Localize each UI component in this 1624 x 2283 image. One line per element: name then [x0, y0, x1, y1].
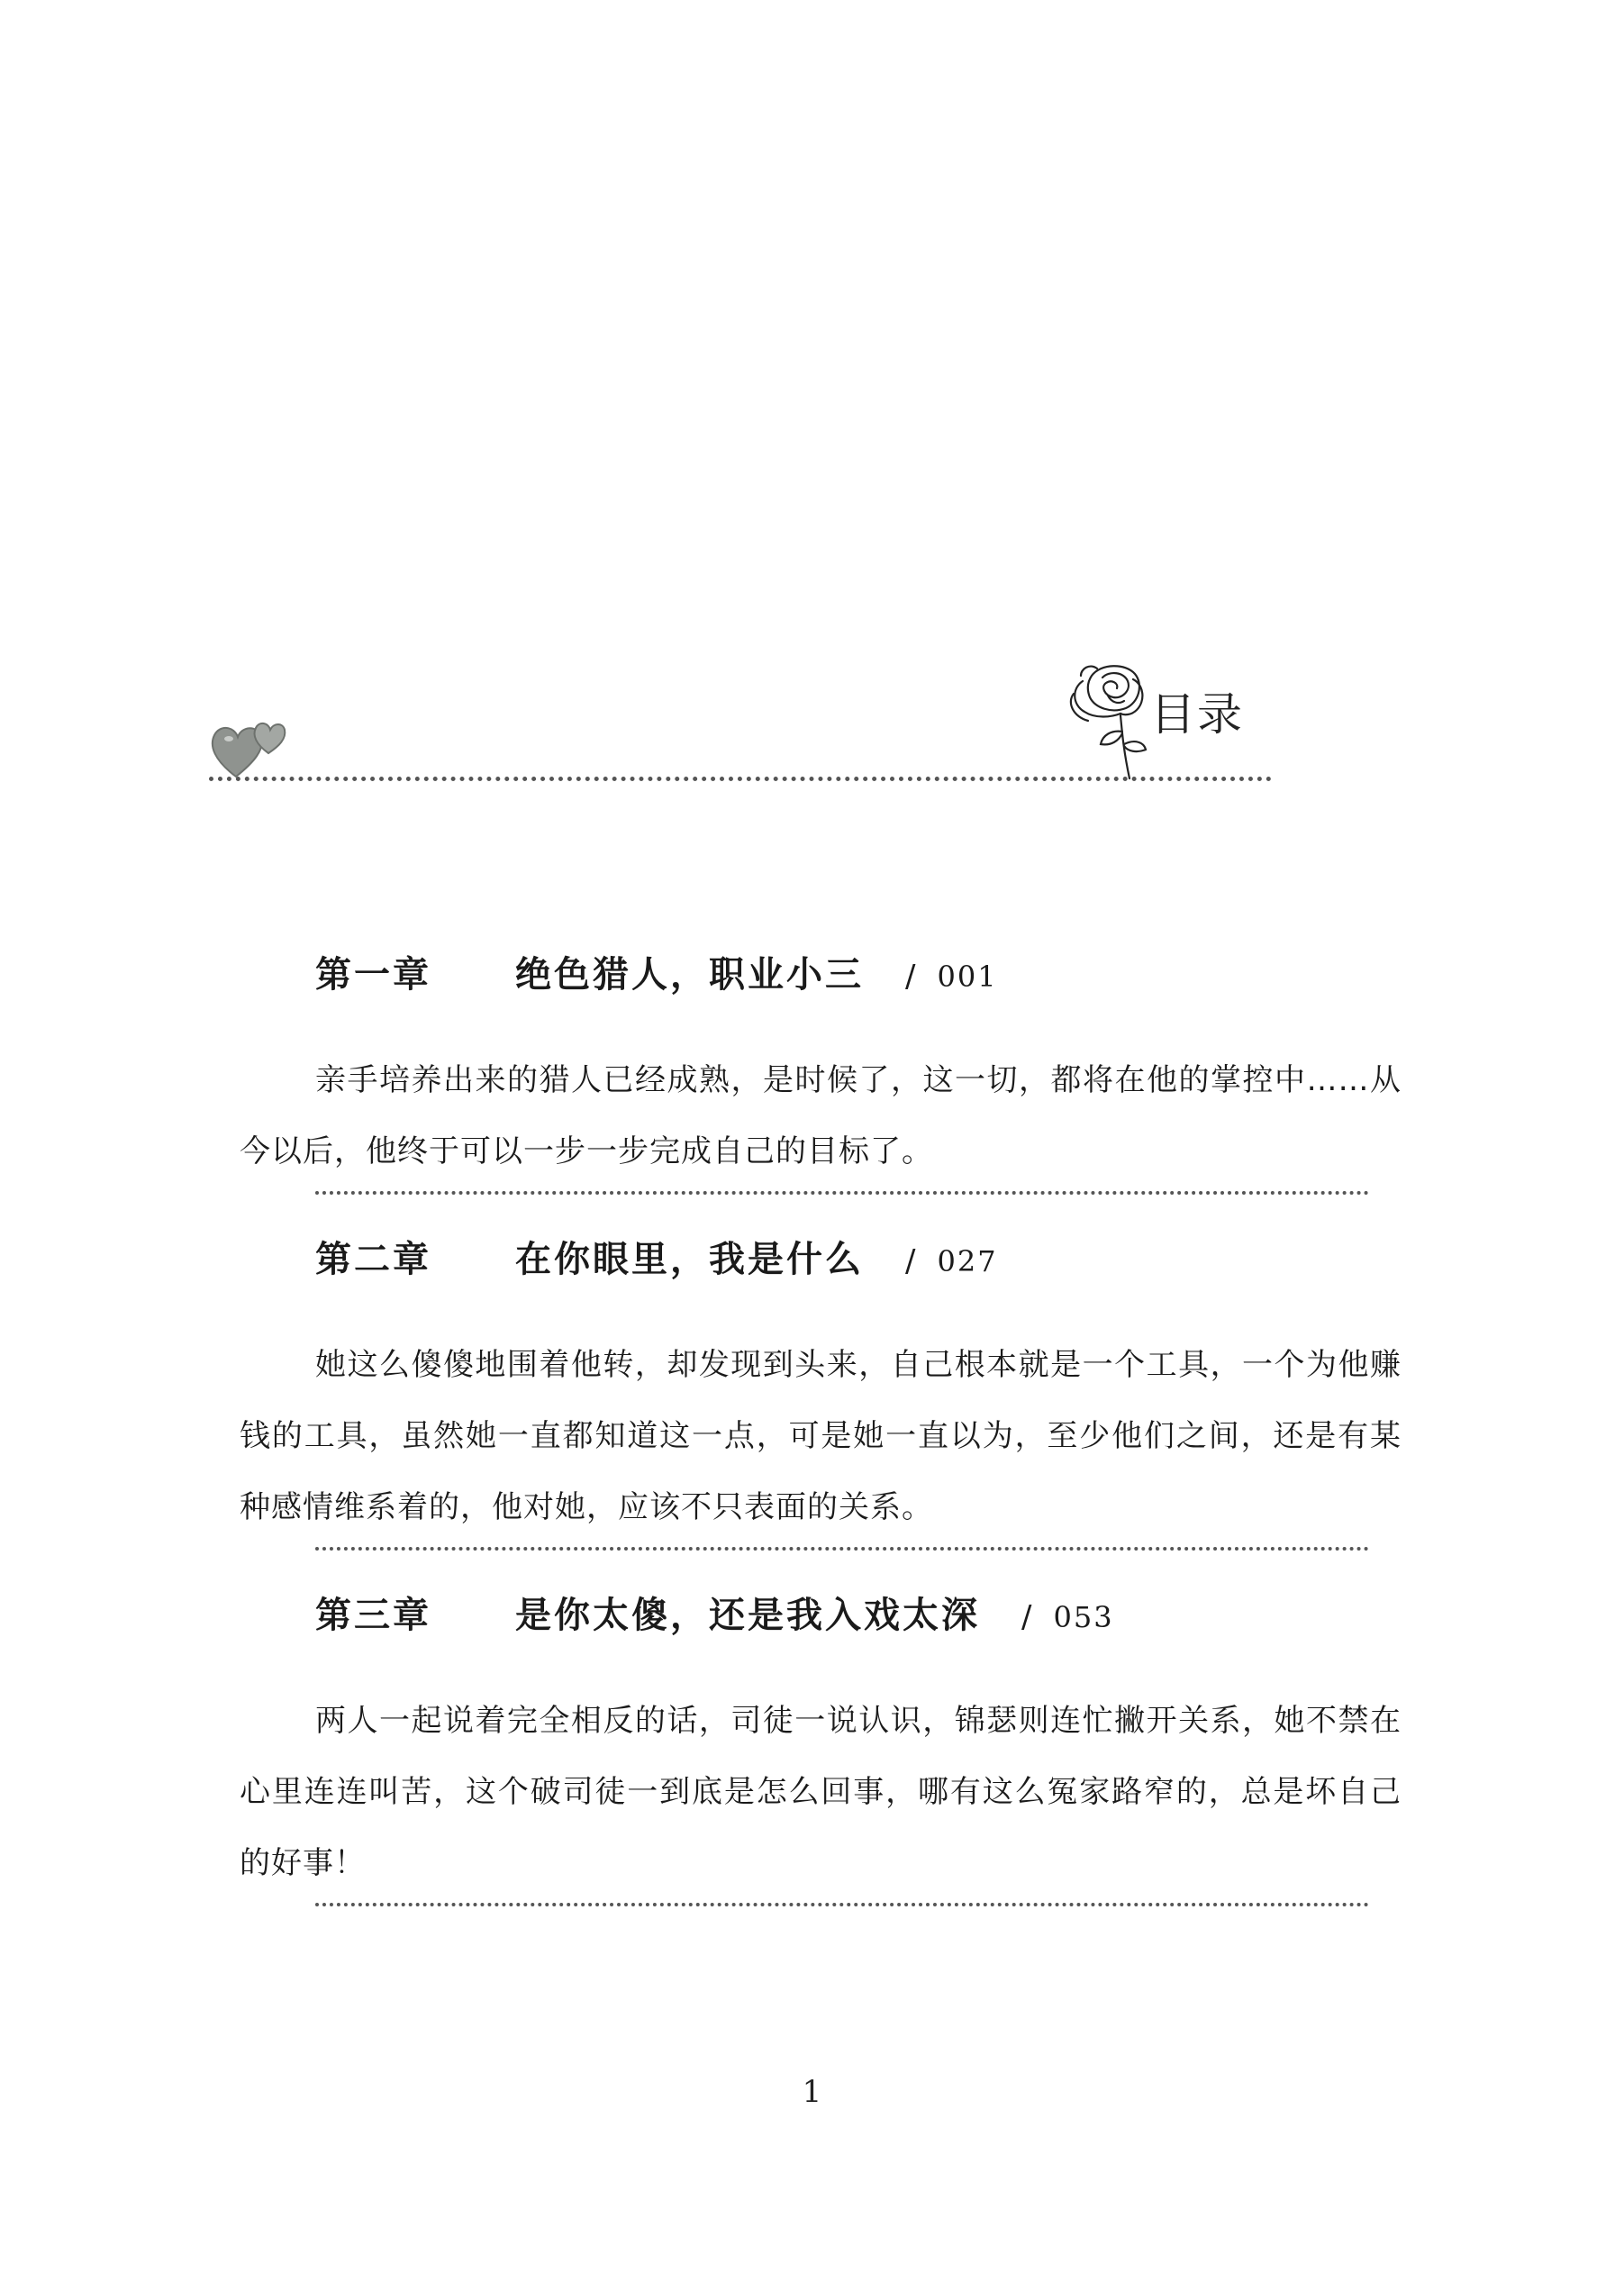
chapter-page-ref	[905, 1232, 998, 1290]
chapter-dotted-rule	[315, 1903, 1369, 1906]
toc-title: 目录	[1150, 688, 1244, 741]
chapter-dotted-rule	[315, 1547, 1369, 1551]
chapter-entry	[240, 946, 1402, 1195]
chapter-summary: 两人一起说着完全相反的话，司徒一说认识，锦瑟则连忙撇开关系，她不禁在心里连连叫苦，这个破司徒一到底是怎么回事，哪有这么冤家路窄的，总是坏自己的好事！	[240, 1703, 1402, 1881]
page-slash: /	[1021, 1599, 1034, 1635]
page-slash: /	[905, 1243, 918, 1279]
toc-dotted-rule	[209, 777, 1272, 781]
page-slash: /	[905, 959, 918, 995]
chapter-title: 是你太傻，还是我入戏太深	[515, 1595, 980, 1636]
chapter-page-ref	[905, 948, 998, 1005]
chapter-number: 第一章	[315, 954, 431, 996]
chapter-heading[interactable]	[240, 946, 1402, 1004]
chapter-page-number: 053	[1053, 1600, 1114, 1634]
chapter-page-number: 027	[937, 1244, 998, 1278]
chapter-summary: 亲手培养出来的猎人已经成熟，是时候了，这一切，都将在他的掌控中……从今以后，他终于可以一步一步完成自己的目标了。	[240, 1062, 1402, 1169]
chapter-page-number: 001	[937, 960, 998, 994]
chapter-number: 第二章	[315, 1239, 431, 1280]
chapter-entry	[240, 1587, 1402, 1906]
chapter-number: 第三章	[315, 1595, 431, 1636]
chapter-entry	[240, 1231, 1402, 1551]
chapter-page-ref	[1021, 1588, 1114, 1646]
chapter-heading[interactable]	[240, 1587, 1402, 1644]
chapter-title: 在你眼里，我是什么	[515, 1239, 864, 1280]
chapter-title: 绝色猎人，职业小三	[515, 954, 864, 996]
chapter-list	[240, 946, 1402, 1942]
toc-header	[209, 658, 1272, 784]
chapter-summary: 她这么傻傻地围着他转，却发现到头来，自己根本就是一个工具，一个为他赚钱的工具，虽然她一直都知道这一点，可是她一直以为，至少他们之间，还是有某种感情维系着的，他对她，应该不只表面的关系。	[240, 1347, 1402, 1525]
hearts-icon	[209, 706, 299, 778]
chapter-heading[interactable]	[240, 1231, 1402, 1288]
chapter-dotted-rule	[315, 1191, 1369, 1195]
page-number: 1	[802, 2074, 822, 2110]
